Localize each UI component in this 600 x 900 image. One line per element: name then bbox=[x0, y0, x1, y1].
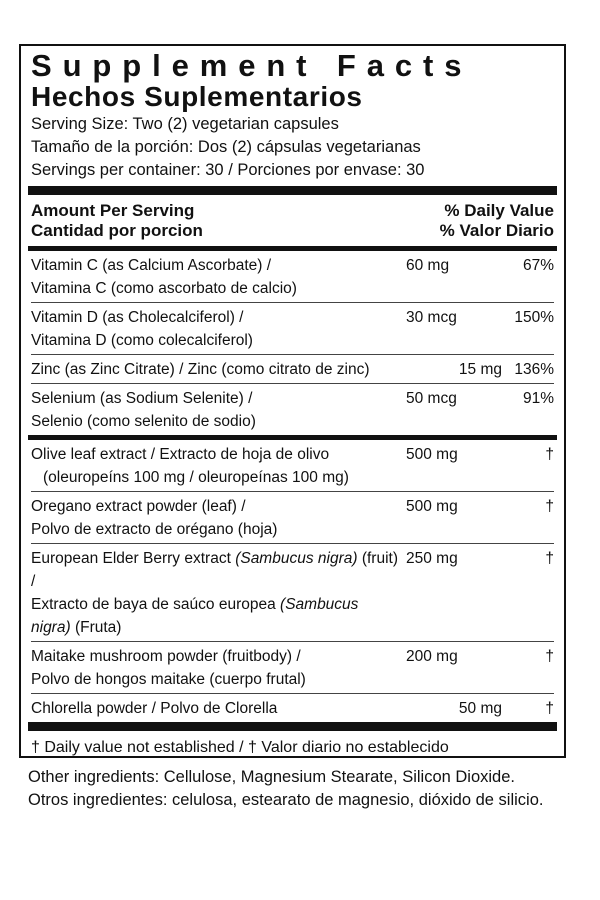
serving-size: Serving Size: Two (2) vegetarian capsules bbox=[31, 115, 339, 133]
extract-row-chlorella bbox=[31, 694, 554, 722]
extract-row-elder-berry bbox=[31, 544, 554, 642]
extract-row-olive-leaf bbox=[31, 440, 554, 492]
extract-name: Maitake mushroom powder (fruitbody) / bbox=[31, 648, 301, 665]
other-ingredients bbox=[28, 766, 573, 812]
nutrient-name: Vitamin C (as Calcium Ascorbate) / bbox=[31, 257, 272, 274]
title-spanish: Hechos Suplementarios bbox=[31, 81, 363, 112]
nutrient-dv: 91% bbox=[522, 390, 554, 407]
nutrient-row-zinc bbox=[31, 355, 554, 384]
nutrient-amount: 15 mg bbox=[458, 361, 502, 378]
title-english: Supplement Facts bbox=[31, 48, 473, 83]
other-ingredients-english: Other ingredients: Cellulose, Magnesium Stearate, Silicon Dioxide. bbox=[28, 768, 515, 786]
extract-amount: 500 mg bbox=[406, 446, 458, 463]
extract-amount: 50 mg bbox=[458, 700, 502, 717]
nutrient-name: Zinc (as Zinc Citrate) / Zinc (como citrato de zinc) bbox=[31, 361, 370, 378]
extract-detail: (oleuropeíns 100 mg / oleuropeínas 100 mg) bbox=[43, 469, 349, 486]
nutrient-name-es: Vitamina D (como colecalciferol) bbox=[31, 332, 253, 349]
supplement-facts-panel bbox=[19, 44, 566, 758]
extract-name: Oregano extract powder (leaf) / bbox=[31, 498, 246, 515]
extract-name: European Elder Berry extract bbox=[31, 550, 236, 567]
nutrient-amount: 60 mg bbox=[406, 257, 450, 274]
vitamin-list bbox=[31, 251, 554, 435]
extract-name: Olive leaf extract / Extracto de hoja de olivo bbox=[31, 446, 330, 463]
extract-list bbox=[31, 440, 554, 722]
extract-row-oregano bbox=[31, 492, 554, 544]
amount-per-serving-label: Amount Per Serving bbox=[31, 201, 195, 220]
nutrient-dv: 67% bbox=[522, 257, 554, 274]
nutrient-name: Vitamin D (as Cholecalciferol) / bbox=[31, 309, 244, 326]
divider-thick bbox=[28, 186, 557, 195]
daily-value-label: % Daily Value bbox=[444, 201, 554, 220]
extract-part: (fruit) / bbox=[31, 550, 398, 590]
servings-per-container: Servings per container: 30 / Porciones por envase: 30 bbox=[31, 161, 425, 179]
dagger-mark: † bbox=[545, 446, 554, 463]
nutrient-row-selenium bbox=[31, 384, 554, 435]
nutrient-name: Selenium (as Sodium Selenite) / bbox=[31, 390, 253, 407]
nutrient-row-vitamin-d bbox=[31, 303, 554, 355]
column-header bbox=[31, 195, 554, 246]
latin-name: (Sambucus nigra) bbox=[31, 596, 359, 636]
latin-name: (Sambucus nigra) bbox=[235, 550, 358, 567]
cantidad-label: Cantidad por porcion bbox=[31, 221, 203, 240]
extract-amount: 500 mg bbox=[406, 498, 458, 515]
extract-name-es: Polvo de extracto de orégano (hoja) bbox=[31, 521, 278, 538]
extract-amount: 250 mg bbox=[406, 550, 458, 567]
other-ingredients-spanish: Otros ingredientes: celulosa, estearato de magnesio, dióxido de silicio. bbox=[28, 791, 544, 809]
footnote: † Daily value not established / † Valor diario no establecido bbox=[31, 739, 449, 756]
nutrient-amount: 50 mcg bbox=[406, 390, 457, 407]
extract-name-es: Polvo de hongos maitake (cuerpo frutal) bbox=[31, 671, 306, 688]
serving-info bbox=[31, 113, 554, 182]
nutrient-amount: 30 mcg bbox=[406, 309, 457, 326]
nutrient-name-es: Vitamina C (como ascorbato de calcio) bbox=[31, 280, 297, 297]
dagger-mark: † bbox=[545, 700, 554, 717]
dagger-mark: † bbox=[545, 550, 554, 567]
valor-diario-label: % Valor Diario bbox=[439, 221, 554, 240]
dagger-mark: † bbox=[545, 498, 554, 515]
extract-amount: 200 mg bbox=[406, 648, 458, 665]
nutrient-row-vitamin-c bbox=[31, 251, 554, 303]
extract-row-maitake bbox=[31, 642, 554, 694]
nutrient-dv: 150% bbox=[514, 309, 554, 326]
extract-name: Chlorella powder / Polvo de Clorella bbox=[31, 700, 278, 717]
serving-size-spanish: Tamaño de la porción: Dos (2) cápsulas vegetarianas bbox=[31, 138, 421, 156]
nutrient-dv: 136% bbox=[514, 361, 554, 378]
extract-part-es: (Fruta) bbox=[70, 619, 122, 636]
dagger-mark: † bbox=[545, 648, 554, 665]
divider-thick bbox=[28, 722, 557, 731]
extract-name-es: Extracto de baya de saúco europea bbox=[31, 596, 281, 613]
nutrient-name-es: Selenio (como selenito de sodio) bbox=[31, 413, 256, 430]
